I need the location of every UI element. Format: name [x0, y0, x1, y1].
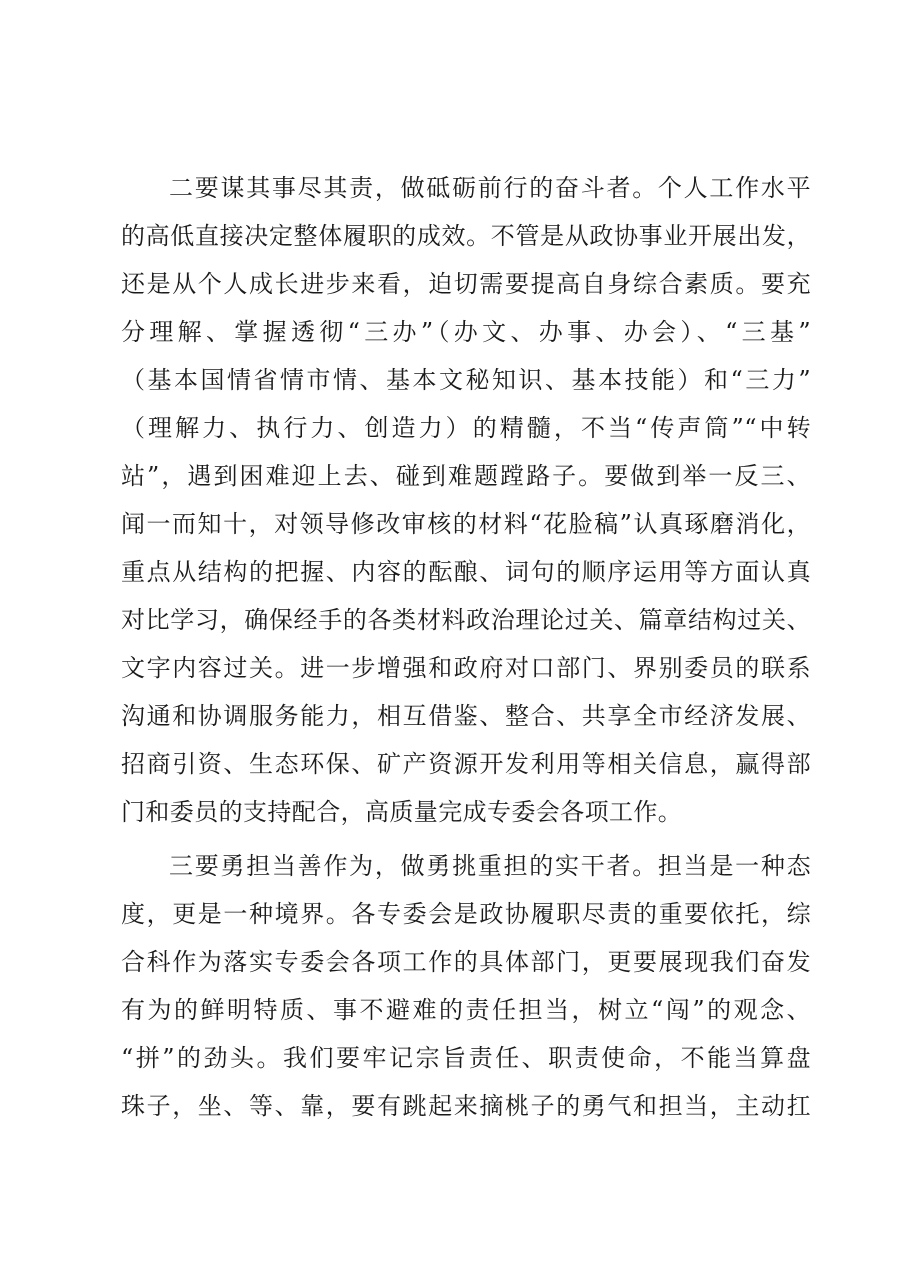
- text-line: 分理解、掌握透彻“三办”（办文、办事、办会）、“三基”: [121, 318, 811, 346]
- text-line: 沟通和协调服务能力，相互借鉴、整合、共享全市经济发展、: [121, 702, 811, 730]
- text-line: 站”，遇到困难迎上去、碰到难题蹚路子。要做到举一反三、: [121, 462, 811, 490]
- text-line: 还是从个人成长进步来看，迫切需要提高自身综合素质。要充: [121, 270, 811, 298]
- text-line: 的高低直接决定整体履职的成效。不管是从政协事业开展出发，: [121, 222, 811, 250]
- text-line: “拼”的劲头。我们要牢记宗旨责任、职责使命，不能当算盘: [121, 1044, 811, 1072]
- text-line: 二要谋其事尽其责，做砥砺前行的奋斗者。个人工作水平: [169, 174, 811, 202]
- text-line: 度，更是一种境界。各专委会是政协履职尽责的重要依托，综: [121, 900, 811, 928]
- text-line: 有为的鲜明特质、事不避难的责任担当，树立“闯”的观念、: [121, 996, 811, 1024]
- paragraph-1: [121, 164, 811, 836]
- text-line: （理解力、执行力、创造力）的精髓，不当“传声筒”“中转: [121, 414, 811, 442]
- document-body: [121, 164, 811, 1130]
- paragraph-2: [121, 842, 811, 1130]
- text-line: 三要勇担当善作为，做勇挑重担的实干者。担当是一种态: [169, 852, 811, 880]
- text-line: 门和委员的支持配合，高质量完成专委会各项工作。: [121, 798, 683, 826]
- text-line: 对比学习，确保经手的各类材料政治理论过关、篇章结构过关、: [121, 606, 811, 634]
- text-line: 合科作为落实专委会各项工作的具体部门，更要展现我们奋发: [121, 948, 811, 976]
- text-line: 文字内容过关。进一步增强和政府对口部门、界别委员的联系: [121, 654, 811, 682]
- text-line: 招商引资、生态环保、矿产资源开发利用等相关信息，赢得部: [121, 750, 811, 778]
- text-line: 重点从结构的把握、内容的酝酿、词句的顺序运用等方面认真: [121, 558, 811, 586]
- text-line: 珠子，坐、等、靠，要有跳起来摘桃子的勇气和担当，主动扛: [121, 1092, 811, 1120]
- text-line: 闻一而知十，对领导修改审核的材料“花脸稿”认真琢磨消化，: [121, 510, 811, 538]
- text-line: （基本国情省情市情、基本文秘知识、基本技能）和“三力”: [121, 366, 811, 394]
